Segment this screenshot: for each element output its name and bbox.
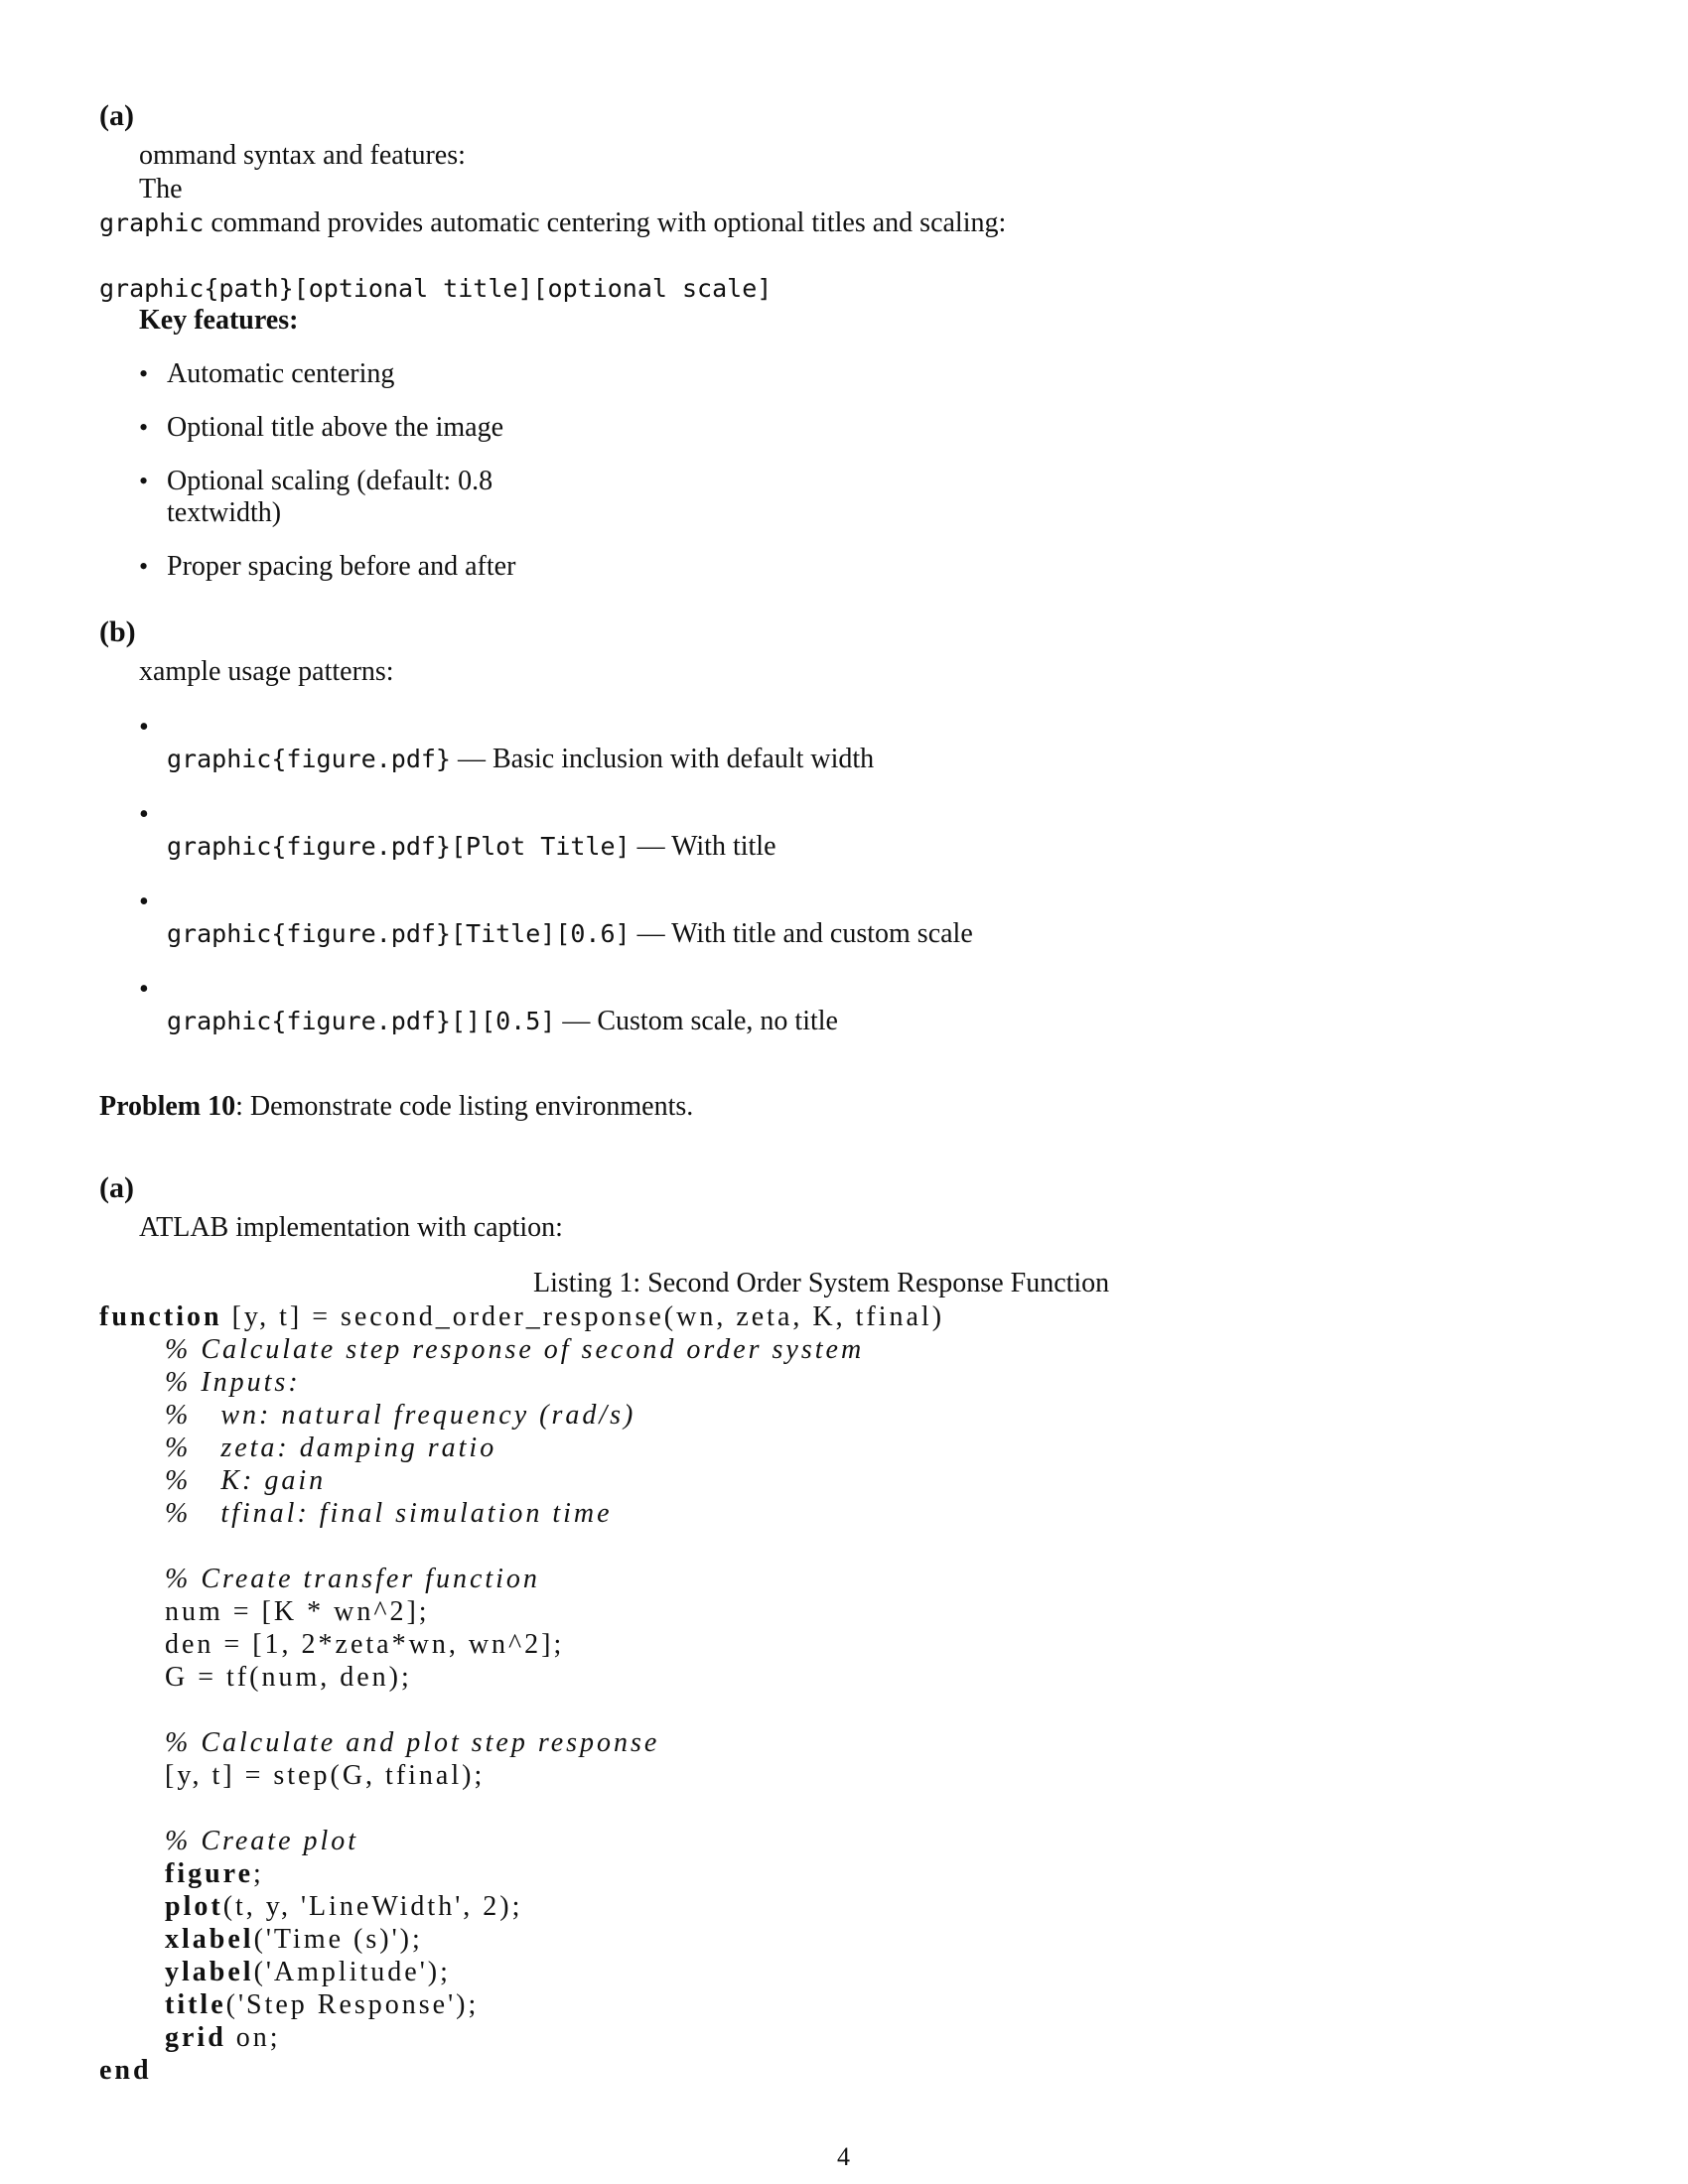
code-keyword: title [165,1989,226,2020]
list-item-text: — Basic inclusion with default width [450,744,875,774]
code-listing [99,1300,1589,2095]
code-comment: % zeta: damping ratio [165,1433,497,1463]
list-item [139,465,148,498]
code-line [165,1988,479,2021]
code-comment: % Create transfer function [165,1564,540,1594]
list-item [167,743,874,776]
features-heading: Key features: [139,305,299,336]
subsection-label-b: (b) [99,615,136,648]
bullet-icon: • [139,887,149,917]
problem-label: Problem 10 [99,1091,236,1122]
code-line [165,1563,540,1595]
list-item-text: — With title [630,831,776,862]
list-item [139,357,148,391]
subsection-label-a2: (a) [99,1171,134,1204]
bullet-icon: • [139,467,149,495]
paragraph-line: The [139,174,183,205]
code-text: (t, y, 'LineWidth', 2); [222,1891,523,1922]
inline-code: graphic [99,208,205,237]
code-keyword: end [99,2055,152,2086]
code-line [165,1956,451,1988]
subsection-label-a: (a) [99,99,134,132]
code-comment: % tfinal: final simulation time [165,1498,613,1529]
bullet-icon: • [139,799,149,830]
code-comment: % wn: natural frequency (rad/s) [165,1400,636,1431]
code-line [165,1825,358,1857]
code-line [165,2021,281,2054]
code-text: ('Amplitude'); [253,1957,451,1987]
list-item-text: — Custom scale, no title [555,1006,838,1036]
code-line [165,1661,412,1694]
code-text: [y, t] = second_order_response(wn, zeta, K, tfinal) [221,1301,945,1332]
code-comment: % Create plot [165,1826,359,1856]
code-line [165,1890,522,1923]
code-keyword: plot [165,1891,223,1922]
list-item-text-cont: textwidth) [167,497,282,528]
code-text: ('Time (s)'); [253,1924,423,1955]
code-line [99,1300,944,1333]
bullet-icon: • [139,359,149,388]
list-item [167,830,776,864]
code-keyword: function [99,1301,222,1332]
problem-heading [99,1090,693,1124]
bullet-icon: • [139,552,149,581]
code-line [165,1399,635,1432]
problem-text: : Demonstrate code listing environments. [235,1091,694,1122]
paragraph-line: ATLAB implementation with caption: [139,1212,563,1243]
code-line [165,1628,564,1661]
list-item [167,917,973,951]
code-text: ; [253,1858,264,1889]
listing-caption: Listing 1: Second Order System Response Function [533,1268,1110,1298]
code-text: ('Step Response'); [225,1989,480,2020]
bullet-icon: • [139,712,149,743]
code-line [165,1726,659,1759]
code-line [165,1595,430,1628]
list-item [167,1005,838,1038]
paragraph-text: command provides automatic centering with optional titles and scaling: [204,207,1007,238]
paragraph-line [99,206,1006,240]
syntax-code: graphic{path}[optional title][optional scale] [99,274,773,303]
code-line [165,1923,423,1956]
code-text: den = [1, 2*zeta*wn, wn^2]; [165,1629,565,1660]
code-line [165,1857,264,1890]
inline-code: graphic{figure.pdf}[Title][0.6] [167,919,631,948]
page-number: 4 [837,2142,850,2171]
list-item-text: Proper spacing before and after [167,551,516,582]
code-line [165,1366,301,1399]
list-item-text: Automatic centering [167,358,395,389]
code-comment: % K: gain [165,1465,327,1496]
bullet-icon: • [139,974,149,1005]
code-line [99,2054,152,2087]
code-keyword: xlabel [165,1924,254,1955]
bullet-icon: • [139,413,149,442]
list-item-text: Optional title above the image [167,412,504,443]
list-item-text: — With title and custom scale [630,918,973,949]
list-item [139,550,148,584]
code-text: num = [K * wn^2]; [165,1596,430,1627]
code-line [165,1464,326,1497]
list-item [139,411,148,445]
paragraph-line: xample usage patterns: [139,656,394,687]
code-text: on; [225,2022,281,2053]
code-comment: % Calculate and plot step response [165,1727,660,1758]
code-keyword: grid [165,2022,226,2053]
code-keyword: figure [165,1858,254,1889]
inline-code: graphic{figure.pdf} [167,745,451,773]
code-line [165,1432,496,1464]
code-line [165,1759,485,1792]
code-comment: % Inputs: [165,1367,301,1398]
code-line [165,1497,613,1530]
code-text: [y, t] = step(G, tfinal); [165,1760,486,1791]
inline-code: graphic{figure.pdf}[][0.5] [167,1007,556,1035]
code-line [165,1333,864,1366]
code-comment: % Calculate step response of second order system [165,1334,865,1365]
inline-code: graphic{figure.pdf}[Plot Title] [167,832,631,861]
code-keyword: ylabel [165,1957,254,1987]
list-item-text: Optional scaling (default: 0.8 [167,466,493,496]
paragraph-line: ommand syntax and features: [139,140,466,171]
code-text: G = tf(num, den); [165,1662,412,1693]
